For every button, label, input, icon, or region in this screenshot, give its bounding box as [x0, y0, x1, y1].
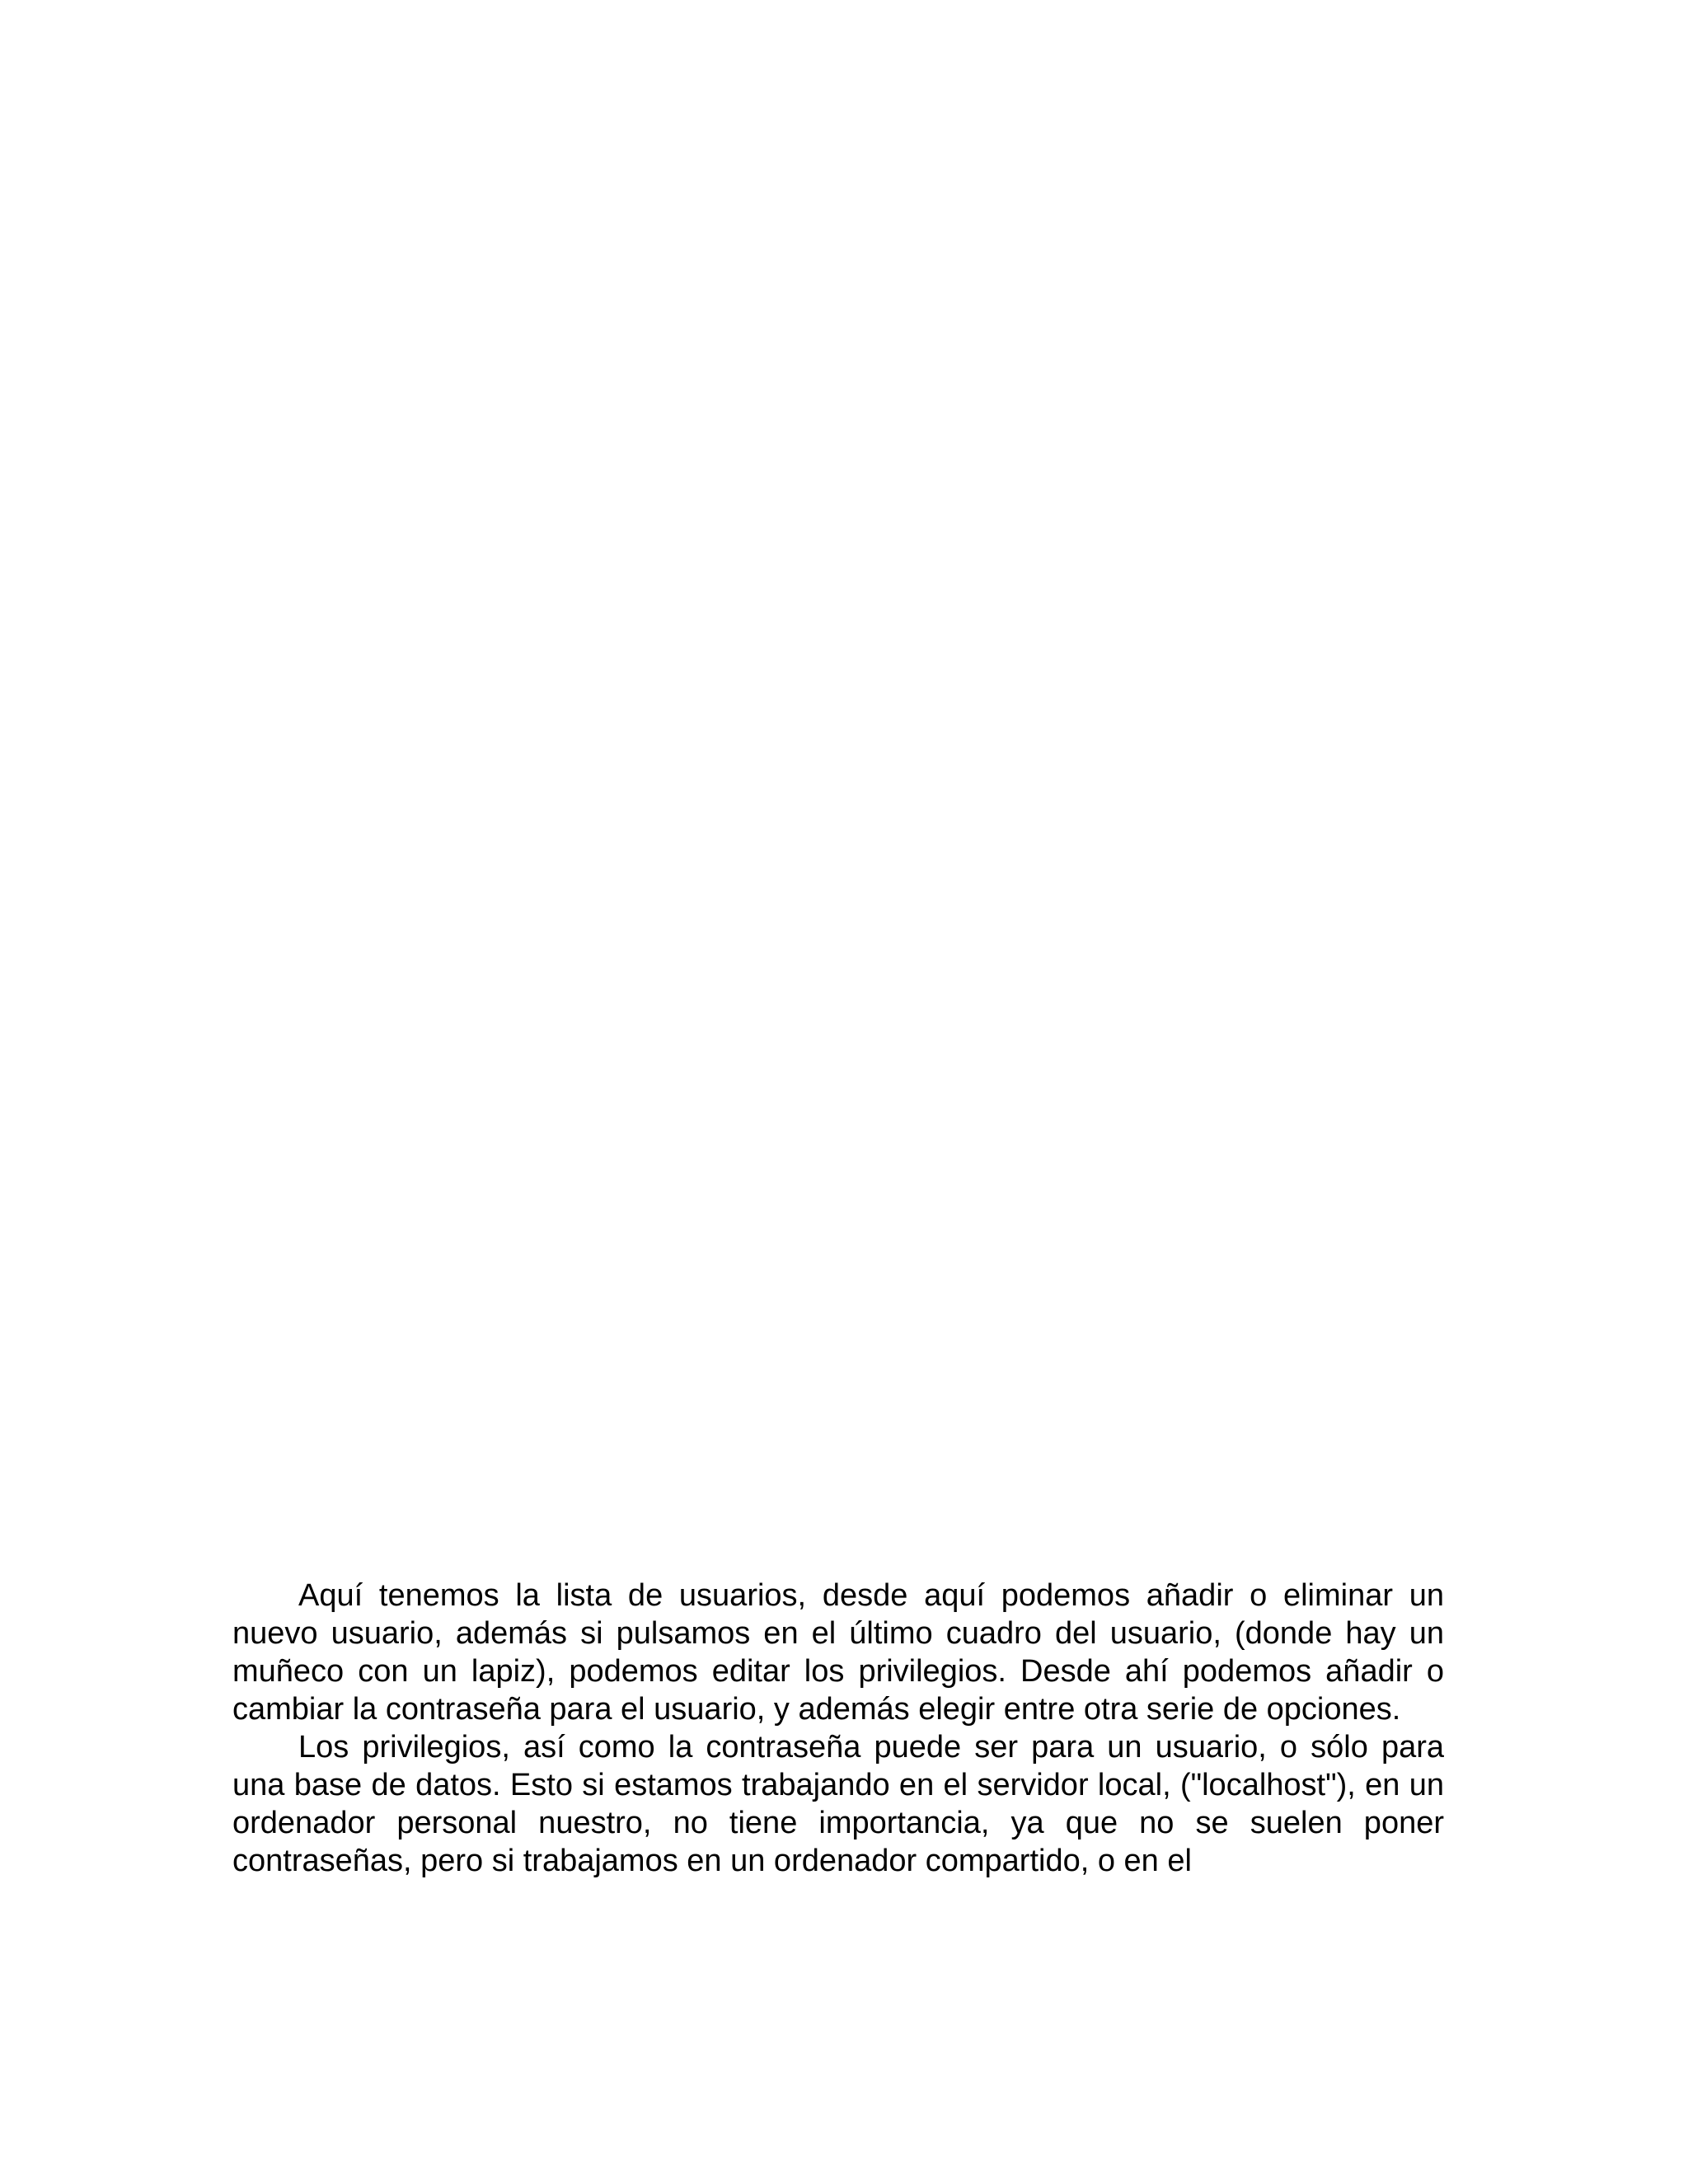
body-text: [232, 1577, 1444, 1880]
paragraph-privileges: Los privilegios, así como la contraseña puede ser para un usuario, o sólo para una base de datos. Esto si estamos trabajando en el servidor local, ("localhost"), en un ordenador personal nuestro, no tiene importancia, ya que no se suelen poner contraseñas, pero si trabajamos en un ordenador compartido, o en el: [232, 1730, 1444, 1878]
paragraph-user-list: Aquí tenemos la lista de usuarios, desde aquí podemos añadir o eliminar un nuevo usuario, además si pulsamos en el último cuadro del usuario, (donde hay un muñeco con un lapiz), podemos editar los privilegios. Desde ahí podemos añadir o cambiar la contraseña para el usuario, y además elegir entre otra serie de opciones.: [232, 1578, 1444, 1727]
